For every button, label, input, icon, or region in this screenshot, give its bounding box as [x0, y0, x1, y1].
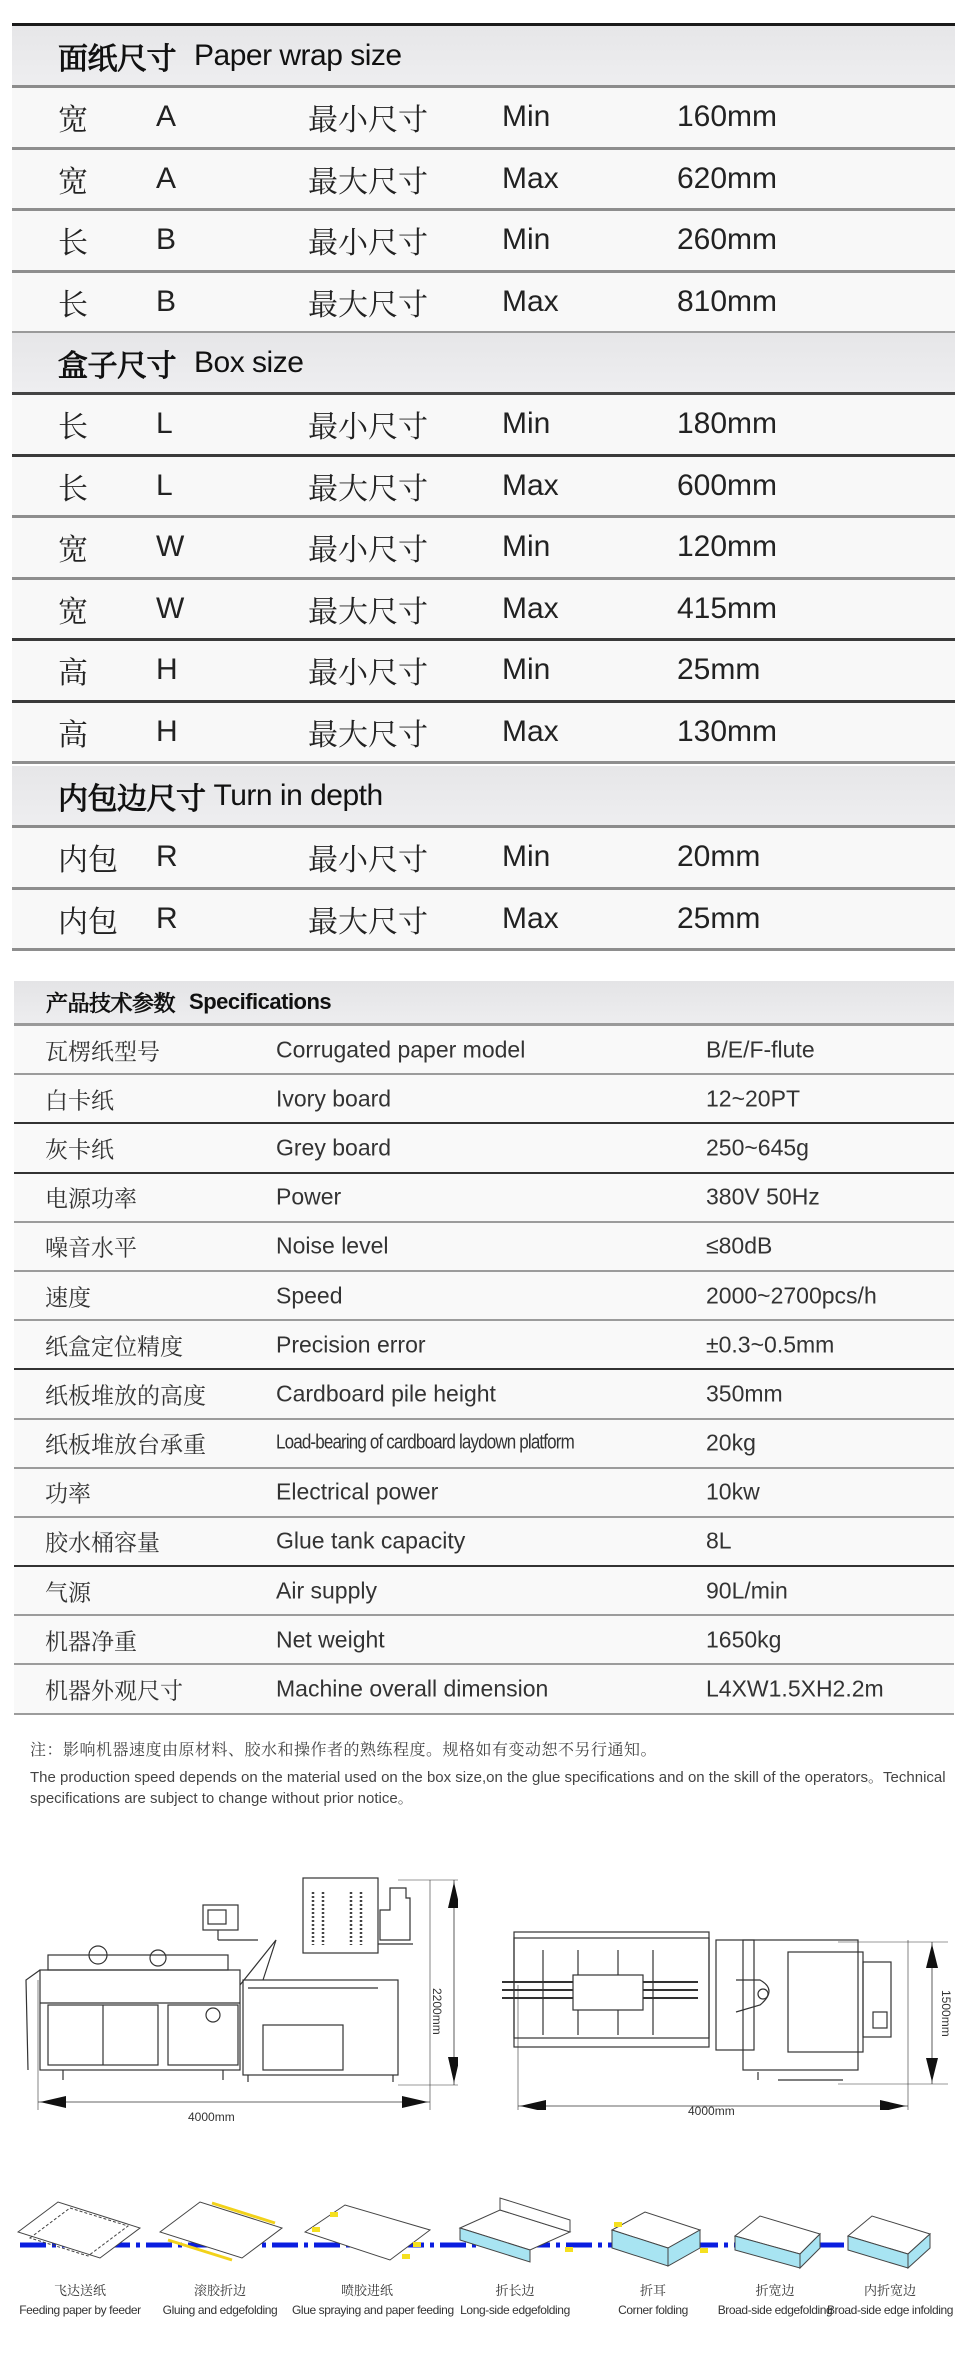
spec-name-cn: 纸板堆放台承重 — [45, 1431, 206, 1458]
spec-row — [14, 1321, 954, 1370]
range-en: Min — [502, 840, 551, 874]
spec-name-en: Precision error — [276, 1331, 426, 1358]
range-en: Min — [502, 223, 551, 257]
spec-row — [14, 1518, 954, 1567]
process-flow-diagram — [0, 2150, 967, 2280]
range-cn: 最小尺寸 — [308, 534, 428, 568]
dimension-letter: L — [156, 407, 173, 441]
table-row — [12, 890, 955, 952]
spec-row — [14, 1420, 954, 1469]
spec-name-cn: 速度 — [45, 1284, 91, 1311]
spec-name-en: Glue tank capacity — [276, 1527, 466, 1554]
range-cn: 最小尺寸 — [308, 227, 428, 261]
spec-value: 20kg — [706, 1429, 756, 1456]
spec-name-cn: 电源功率 — [45, 1185, 137, 1212]
dimension-cn: 内包 — [58, 905, 118, 939]
spec-value: 10kw — [706, 1478, 760, 1505]
step-label-en: Broad-side edgefolding — [717, 2303, 833, 2317]
table-row — [12, 211, 955, 273]
dimension-value: 130mm — [677, 714, 778, 748]
step-label-cn: 喷胶进纸 — [340, 2283, 393, 2298]
spec-row — [14, 1223, 954, 1272]
dimension-cn: 高 — [58, 718, 88, 752]
table-row — [12, 828, 955, 890]
dimension-cn: 宽 — [58, 165, 88, 199]
spec-row — [14, 1075, 954, 1124]
dimension-value: 25mm — [677, 653, 761, 687]
range-en: Max — [502, 591, 559, 625]
range-en: Min — [502, 530, 551, 564]
step-label-cn: 内折宽边 — [863, 2283, 916, 2298]
spec-row — [14, 1026, 954, 1075]
range-en: Max — [502, 714, 559, 748]
paper-wrap-header — [12, 26, 955, 88]
table-row — [12, 518, 955, 580]
step-label-en: Gluing and edgefolding — [162, 2303, 278, 2317]
spec-value: B/E/F-flute — [706, 1036, 815, 1063]
dimension-cn: 宽 — [58, 534, 88, 568]
spec-name-cn: 纸板堆放的高度 — [45, 1382, 206, 1409]
box-size-header — [12, 333, 955, 395]
spec-name-cn: 胶水桶容量 — [45, 1529, 160, 1556]
dimension-cn: 内包 — [58, 844, 118, 878]
side-view-outline-icon — [18, 1840, 458, 2110]
dimension-value: 620mm — [677, 161, 778, 195]
spec-value: ±0.3~0.5mm — [706, 1331, 835, 1358]
range-en: Max — [502, 901, 559, 935]
table-row — [12, 580, 955, 642]
dimension-value: 415mm — [677, 591, 778, 625]
dimension-letter: B — [156, 284, 177, 318]
machine-side-view-drawing — [18, 1840, 458, 2124]
spec-value: 90L/min — [706, 1577, 788, 1604]
dimension-value: 20mm — [677, 840, 761, 874]
dimension-cn: 长 — [58, 472, 88, 506]
range-en: Max — [502, 161, 559, 195]
range-en: Max — [502, 468, 559, 502]
spec-name-en: Net weight — [276, 1626, 385, 1653]
dimension-letter: L — [156, 468, 173, 502]
spec-name-en: Noise level — [276, 1232, 389, 1259]
dimension-value: 120mm — [677, 530, 778, 564]
dimension-cn: 长 — [58, 227, 88, 261]
step-label-cn: 折长边 — [495, 2283, 535, 2298]
section-title-en: Paper wrap size — [194, 38, 402, 72]
disclaimer-note — [30, 1740, 950, 1809]
section-title-cn: 产品技术参数 — [46, 990, 176, 1016]
process-step-long-side — [440, 2280, 590, 2317]
section-title-en: Specifications — [189, 989, 332, 1014]
side-height-label: 2200mm — [430, 1988, 444, 2035]
dimension-letter: B — [156, 223, 177, 257]
range-cn: 最小尺寸 — [308, 104, 428, 138]
spec-name-en: Ivory board — [276, 1085, 392, 1112]
spec-value: ≤80dB — [706, 1232, 773, 1259]
range-cn: 最大尺寸 — [308, 905, 428, 939]
dimension-value: 25mm — [677, 901, 761, 935]
step-label-en: Broad-side edge infolding — [826, 2303, 954, 2317]
spec-name-en: Power — [276, 1183, 342, 1210]
paper-wrap-table — [12, 26, 955, 334]
section-title-cn: 盒子尺寸 — [58, 349, 176, 383]
table-row — [12, 641, 955, 703]
top-view-outline-icon — [498, 1840, 958, 2110]
spec-name-cn: 功率 — [45, 1480, 91, 1507]
step-label-cn: 飞达送纸 — [53, 2283, 106, 2298]
spec-value: 2000~2700pcs/h — [706, 1282, 877, 1309]
specifications-table — [14, 981, 954, 1715]
step-label-en: Long-side edgefolding — [460, 2303, 570, 2317]
box-size-table — [12, 333, 955, 764]
spec-row — [14, 1567, 954, 1616]
spec-name-en: Speed — [276, 1282, 343, 1309]
table-row — [12, 150, 955, 212]
table-row — [12, 703, 955, 765]
range-en: Min — [502, 100, 551, 134]
dimension-value: 600mm — [677, 468, 778, 502]
spec-name-cn: 机器净重 — [45, 1628, 137, 1655]
dimension-cn: 宽 — [58, 104, 88, 138]
dimension-cn: 宽 — [58, 595, 88, 629]
dimension-letter: W — [156, 591, 185, 625]
spec-name-en: Cardboard pile height — [276, 1380, 496, 1407]
range-cn: 最小尺寸 — [308, 411, 428, 445]
step-label-en: Feeding paper by feeder — [19, 2303, 141, 2317]
step-label-en: Glue spraying and paper feeding — [292, 2303, 454, 2317]
spec-name-cn: 瓦楞纸型号 — [45, 1038, 160, 1065]
spec-row — [14, 1272, 954, 1321]
spec-name-cn: 纸盒定位精度 — [45, 1333, 183, 1360]
section-title-en: Turn in depth — [213, 778, 383, 812]
section-title-cn: 内包边尺寸 — [58, 782, 206, 816]
spec-name-en: Load-bearing of cardboard laydown platform — [276, 1431, 574, 1454]
dimension-letter: W — [156, 530, 185, 564]
dimension-letter: H — [156, 653, 178, 687]
dimension-value: 810mm — [677, 284, 778, 318]
dimension-cn: 长 — [58, 411, 88, 445]
spec-row — [14, 1616, 954, 1665]
range-cn: 最大尺寸 — [308, 165, 428, 199]
spec-value: 350mm — [706, 1380, 783, 1407]
spec-name-cn: 白卡纸 — [45, 1087, 114, 1114]
spec-value: 250~645g — [706, 1134, 809, 1161]
spec-row — [14, 1124, 954, 1173]
step-label-cn: 折宽边 — [755, 2283, 795, 2298]
machine-top-view-drawing — [498, 1840, 958, 2118]
step-label-en: Corner folding — [618, 2303, 688, 2317]
spec-value: 1650kg — [706, 1626, 782, 1653]
range-cn: 最大尺寸 — [308, 595, 428, 629]
dimension-letter: H — [156, 714, 178, 748]
range-cn: 最大尺寸 — [308, 472, 428, 506]
spec-value: 8L — [706, 1527, 732, 1554]
range-cn: 最大尺寸 — [308, 718, 428, 752]
spec-name-en: Electrical power — [276, 1478, 439, 1505]
process-step-glue-spraying — [292, 2280, 454, 2317]
spec-name-en: Air supply — [276, 1577, 377, 1604]
spec-name-en: Corrugated paper model — [276, 1036, 526, 1063]
spec-value: L4XW1.5XH2.2m — [706, 1675, 884, 1702]
dimension-value: 180mm — [677, 407, 778, 441]
dimension-letter: R — [156, 840, 178, 874]
dimension-value: 160mm — [677, 100, 778, 134]
spec-row — [14, 1469, 954, 1518]
spec-row — [14, 1665, 954, 1714]
range-en: Min — [502, 407, 551, 441]
process-step-feeding — [5, 2280, 155, 2317]
spec-row — [14, 1174, 954, 1223]
turn-in-header — [12, 766, 955, 828]
process-flow-strip — [0, 2150, 967, 2363]
table-row — [12, 395, 955, 457]
note-en: The production speed depends on the material used on the box size,on the glue specifications and on the skill of the operators。Technical specifications are subject to change without prior notice。 — [30, 1769, 946, 1807]
dimension-letter: A — [156, 100, 177, 134]
spec-name-en: Grey board — [276, 1134, 392, 1161]
step-label-cn: 折耳 — [639, 2283, 666, 2298]
section-title-cn: 面纸尺寸 — [58, 42, 176, 76]
table-row — [12, 273, 955, 335]
dimension-value: 260mm — [677, 223, 778, 257]
dimension-cn: 高 — [58, 657, 88, 691]
range-en: Max — [502, 284, 559, 318]
spec-name-cn: 灰卡纸 — [45, 1136, 114, 1163]
side-width-label: 4000mm — [188, 2110, 235, 2124]
spec-value: 380V 50Hz — [706, 1183, 820, 1210]
spec-name-cn: 气源 — [45, 1579, 91, 1606]
spec-name-cn: 噪音水平 — [45, 1234, 137, 1261]
top-width-label: 4000mm — [688, 2104, 735, 2118]
dimension-cn: 长 — [58, 288, 88, 322]
turn-in-table — [12, 766, 955, 951]
specifications-header — [14, 981, 954, 1026]
note-cn: 注：影响机器速度由原材料、胶水和操作者的熟练程度。规格如有变动恕不另行通知。 — [30, 1742, 658, 1759]
range-cn: 最小尺寸 — [308, 657, 428, 691]
top-depth-label: 1500mm — [939, 1990, 953, 2037]
spec-row — [14, 1370, 954, 1419]
process-step-gluing — [145, 2280, 295, 2317]
spec-name-cn: 机器外观尺寸 — [45, 1677, 183, 1704]
spec-value: 12~20PT — [706, 1085, 800, 1112]
dimension-letter: A — [156, 161, 177, 195]
range-cn: 最大尺寸 — [308, 288, 428, 322]
process-step-infolding — [815, 2280, 965, 2317]
dimension-letter: R — [156, 901, 178, 935]
range-en: Min — [502, 653, 551, 687]
section-title-en: Box size — [194, 345, 304, 379]
table-row — [12, 88, 955, 150]
step-label-cn: 滚胶折边 — [193, 2283, 246, 2298]
range-cn: 最小尺寸 — [308, 844, 428, 878]
table-row — [12, 457, 955, 519]
spec-name-en: Machine overall dimension — [276, 1675, 549, 1702]
